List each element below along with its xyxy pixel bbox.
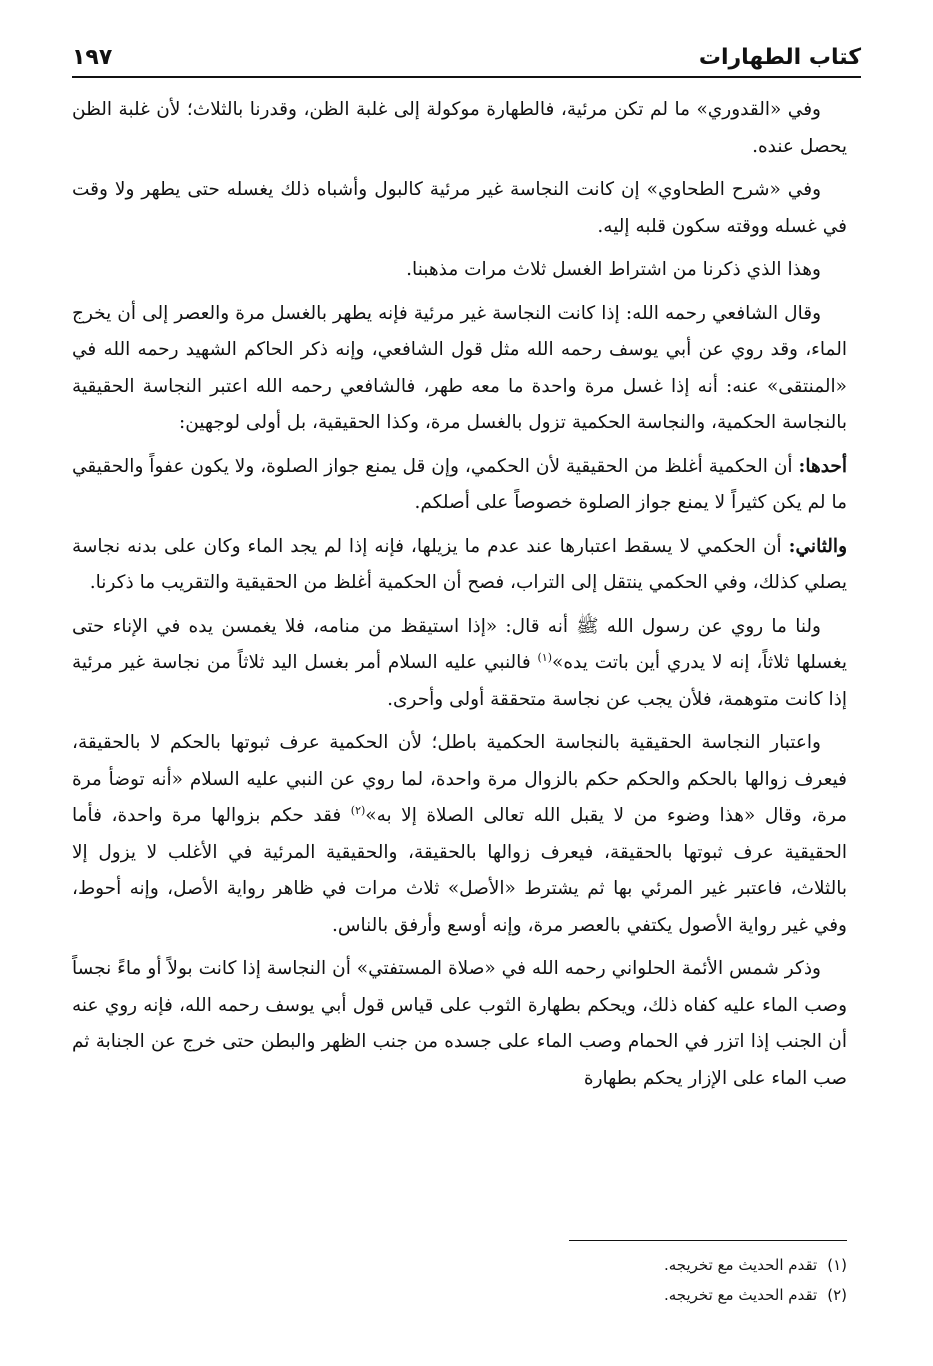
paragraph-shafii: وقال الشافعي رحمه الله: إذا كانت النجاسة غير مرئية فإنه يطهر بالغسل مرة والعصر إلى أن يخرج الماء، وقد روي عن أبي يوسف رحمه الله مثل قول الشافعي، وإنه ذكر الحاكم الشهيد رحمه الله في «المنتقى» عنه: أنه إذا غسل مرة واحدة ما معه طهر، فالشافعي رحمه الله اعتبر النجاسة الحقيقية بالنجاسة الحكمية، والنجاسة الحكمية تزول بالغسل مرة، وكذا الحقيقية، بل أولى لوجهين: <box>72 302 847 433</box>
footnote-2 <box>300 1280 847 1310</box>
footnote-ref-1[interactable]: (١) <box>537 650 553 664</box>
hadith-text-after: فالنبي عليه السلام أمر بغسل اليد ثلاثاً من نجاسة غير مرئية إذا كانت متوهمة، فلأن يجب عن نجاسة متحققة أولى وأحرى. <box>72 652 847 710</box>
page-number: ١٩٧ <box>72 45 113 70</box>
paragraph-point-two <box>72 529 847 602</box>
paragraph-consideration <box>72 725 847 944</box>
page-header <box>72 26 861 78</box>
point-one-text: أن الحكمية أغلظ من الحقيقية لأن الحكمي، وإن قل يمنع جواز الصلوة، ولا يكون عفواً والحقيقي ما لم يكن كثيراً لا يمنع جواز الصلوة خصوصاً على أصلكم. <box>72 455 847 513</box>
hadith-text-before: ولنا ما روي عن رسول الله ﷺ أنه قال: «إذا استيقظ من منامه، فلا يغمسن يده في الإناء حتى يغسلها ثلاثاً، إنه لا يدري أين باتت يده» <box>72 615 847 673</box>
consideration-text-after: فقد حكم بزوالها مرة واحدة، فأما الحقيقية عرف ثبوتها بالحقيقة، فيعرف زوالها بالحقيقة، والحقيقية المرئية في الأغلب لا يزول إلا بالثلاث، فاعتبر غير المرئي بها ثم يشترط «الأصل» ثلاث مرات في ظاهر رواية الأصل، وإنه أحوط، وفي غير رواية الأصول يكتفي بالعصر مرة، وإنه أوسع وأرفق بالناس. <box>72 805 847 936</box>
consideration-text-before: واعتبار النجاسة الحقيقية بالنجاسة الحكمية باطل؛ لأن الحكمية عرف ثبوتها بالحكم لا بالحقيقة، فيعرف زوالها بالحكم والحكم حكم بالزوال مرة واحدة، لما روي عن النبي عليه السلام «أنه توضأ مرة مرة، وقال «هذا وضوء من لا يقبل الله تعالى الصلاة إلا به» <box>72 732 847 826</box>
paragraph-hadith <box>72 609 847 719</box>
point-two-label: والثاني: <box>788 535 847 557</box>
footnote-ref-2[interactable]: (٢) <box>350 803 366 817</box>
paragraph-our-school: وهذا الذي ذكرنا من اشتراط الغسل ثلاث مرات مذهبنا. <box>406 259 821 280</box>
paragraph-tahawi: وفي «شرح الطحاوي» إن كانت النجاسة غير مرئية كالبول وأشباه ذلك يغسله حتى يطهر ولا وقت في غسله ووقته سكون قلبه إليه. <box>72 179 847 237</box>
footnotes <box>300 1250 847 1310</box>
footnote-text: تقدم الحديث مع تخريجه. <box>663 1256 818 1274</box>
footnote-number: (٢) <box>827 1286 847 1304</box>
body-text <box>72 92 847 1104</box>
footnote-separator <box>569 1240 847 1241</box>
footnote-text: تقدم الحديث مع تخريجه. <box>663 1286 818 1304</box>
paragraph-qudoori: وفي «القدوري» ما لم تكن مرئية، فالطهارة موكولة إلى غلبة الظن، وقدرنا بالثلاث؛ لأن غلبة الظن يحصل عنده. <box>72 99 847 157</box>
point-one-label: أحدها: <box>798 455 847 477</box>
paragraph-point-one <box>72 449 847 522</box>
running-title: كتاب الطهارات <box>698 45 861 70</box>
point-two-text: أن الحكمي لا يسقط اعتبارها عند عدم ما يزيلها، فإنه إذا لم يجد الماء وكان على بدنه نجاسة يصلي كذلك، وفي الحكمي ينتقل إلى التراب، فصح أن الحكمية أغلظ من الحقيقية والتقريب ما ذكرنا. <box>72 535 847 593</box>
footnote-1 <box>300 1250 847 1280</box>
paragraph-halwani: وذكر شمس الأئمة الحلواني رحمه الله في «صلاة المستفتي» أن النجاسة إذا كانت بولاً أو ماءً نجساً وصب الماء عليه كفاه ذلك، ويحكم بطهارة الثوب على قياس قول أبي يوسف رحمه الله، فإنه روي عنه أن الجنب إذا اتزر في الحمام وصب الماء على جسده من جنب الظهر والبطن حتى خرج عن الجنابة ثم صب الماء على الإزار يحكم بطهارة <box>72 958 848 1089</box>
footnote-number: (١) <box>827 1256 847 1274</box>
